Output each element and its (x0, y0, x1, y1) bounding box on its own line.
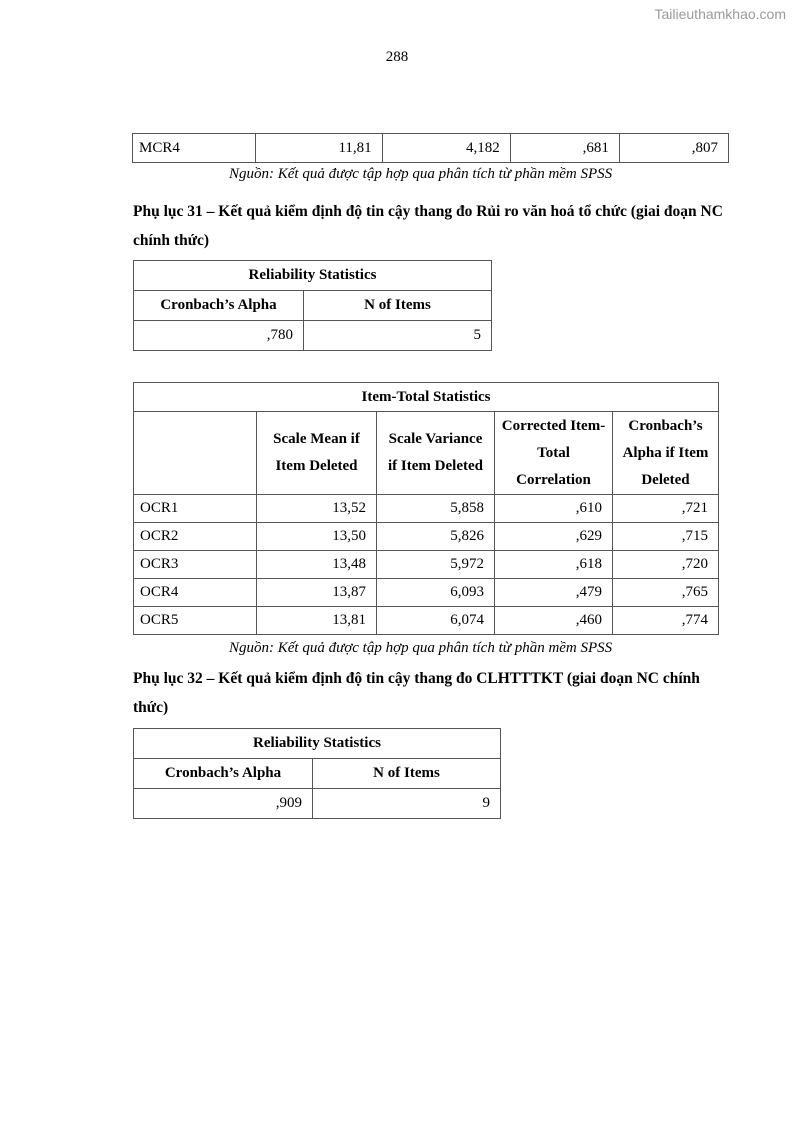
item-total-correlation-cell: ,479 (495, 579, 613, 607)
column-header: N of Items (304, 291, 492, 321)
appendix-31-heading: Phụ lục 31 – Kết quả kiểm định độ tin cậy thang đo Rủi ro văn hoá tổ chức (giai đoạn NC chính thức) (133, 203, 723, 249)
table-row (133, 134, 729, 163)
scale-mean-cell: 13,87 (257, 579, 377, 607)
alpha-if-deleted-cell: ,774 (613, 607, 719, 635)
table-title: Item-Total Statistics (134, 383, 719, 412)
column-header: Scale Mean if Item Deleted (257, 412, 377, 495)
n-of-items-value: 9 (313, 789, 501, 819)
scale-variance-cell: 5,972 (377, 551, 495, 579)
row-label: MCR4 (133, 134, 256, 163)
row-label: OCR2 (134, 523, 257, 551)
item-total-correlation-cell: ,681 (510, 134, 619, 163)
column-header: Cronbach’s Alpha if Item Deleted (613, 412, 719, 495)
row-label: OCR3 (134, 551, 257, 579)
column-header: Scale Variance if Item Deleted (377, 412, 495, 495)
cronbach-alpha-value: ,909 (134, 789, 313, 819)
row-label: OCR5 (134, 607, 257, 635)
column-header-empty (134, 412, 257, 495)
column-header: Cronbach’s Alpha (134, 759, 313, 789)
item-total-correlation-cell: ,618 (495, 551, 613, 579)
cronbach-alpha-value: ,780 (134, 321, 304, 351)
scale-variance-cell: 5,858 (377, 495, 495, 523)
row-label: OCR1 (134, 495, 257, 523)
item-total-statistics-table (133, 382, 719, 635)
table-row (134, 551, 719, 579)
table-title: Reliability Statistics (134, 261, 492, 291)
column-header: N of Items (313, 759, 501, 789)
alpha-if-deleted-cell: ,715 (613, 523, 719, 551)
alpha-if-deleted-cell: ,807 (619, 134, 728, 163)
table-row (134, 523, 719, 551)
scale-mean-cell: 13,50 (257, 523, 377, 551)
mcr-continuation-table (132, 133, 729, 163)
item-total-correlation-cell: ,610 (495, 495, 613, 523)
reliability-statistics-table (133, 260, 492, 351)
n-of-items-value: 5 (304, 321, 492, 351)
scale-variance-cell: 4,182 (382, 134, 510, 163)
source-note: Nguồn: Kết quả được tập hợp qua phân tích từ phần mềm SPSS (229, 640, 613, 656)
table-row (134, 607, 719, 635)
alpha-if-deleted-cell: ,720 (613, 551, 719, 579)
item-total-correlation-cell: ,629 (495, 523, 613, 551)
alpha-if-deleted-cell: ,765 (613, 579, 719, 607)
scale-variance-cell: 6,074 (377, 607, 495, 635)
appendix-32-heading: Phụ lục 32 – Kết quả kiểm định độ tin cậy thang đo CLHTTTKT (giai đoạn NC chính thức) (133, 670, 700, 716)
alpha-if-deleted-cell: ,721 (613, 495, 719, 523)
scale-mean-cell: 13,52 (257, 495, 377, 523)
scale-variance-cell: 6,093 (377, 579, 495, 607)
table-title: Reliability Statistics (134, 729, 501, 759)
scale-mean-cell: 13,81 (257, 607, 377, 635)
row-label: OCR4 (134, 579, 257, 607)
watermark: Tailieuthamkhao.com (654, 6, 786, 22)
page-number: 288 (385, 49, 409, 65)
column-header: Cronbach’s Alpha (134, 291, 304, 321)
column-header: Corrected Item-Total Correlation (495, 412, 613, 495)
table-row (134, 495, 719, 523)
table-row (134, 579, 719, 607)
scale-mean-cell: 13,48 (257, 551, 377, 579)
scale-variance-cell: 5,826 (377, 523, 495, 551)
reliability-statistics-table (133, 728, 501, 819)
table-row (134, 789, 501, 819)
source-note: Nguồn: Kết quả được tập hợp qua phân tích từ phần mềm SPSS (229, 166, 613, 182)
table-row (134, 321, 492, 351)
scale-mean-cell: 11,81 (256, 134, 383, 163)
item-total-correlation-cell: ,460 (495, 607, 613, 635)
